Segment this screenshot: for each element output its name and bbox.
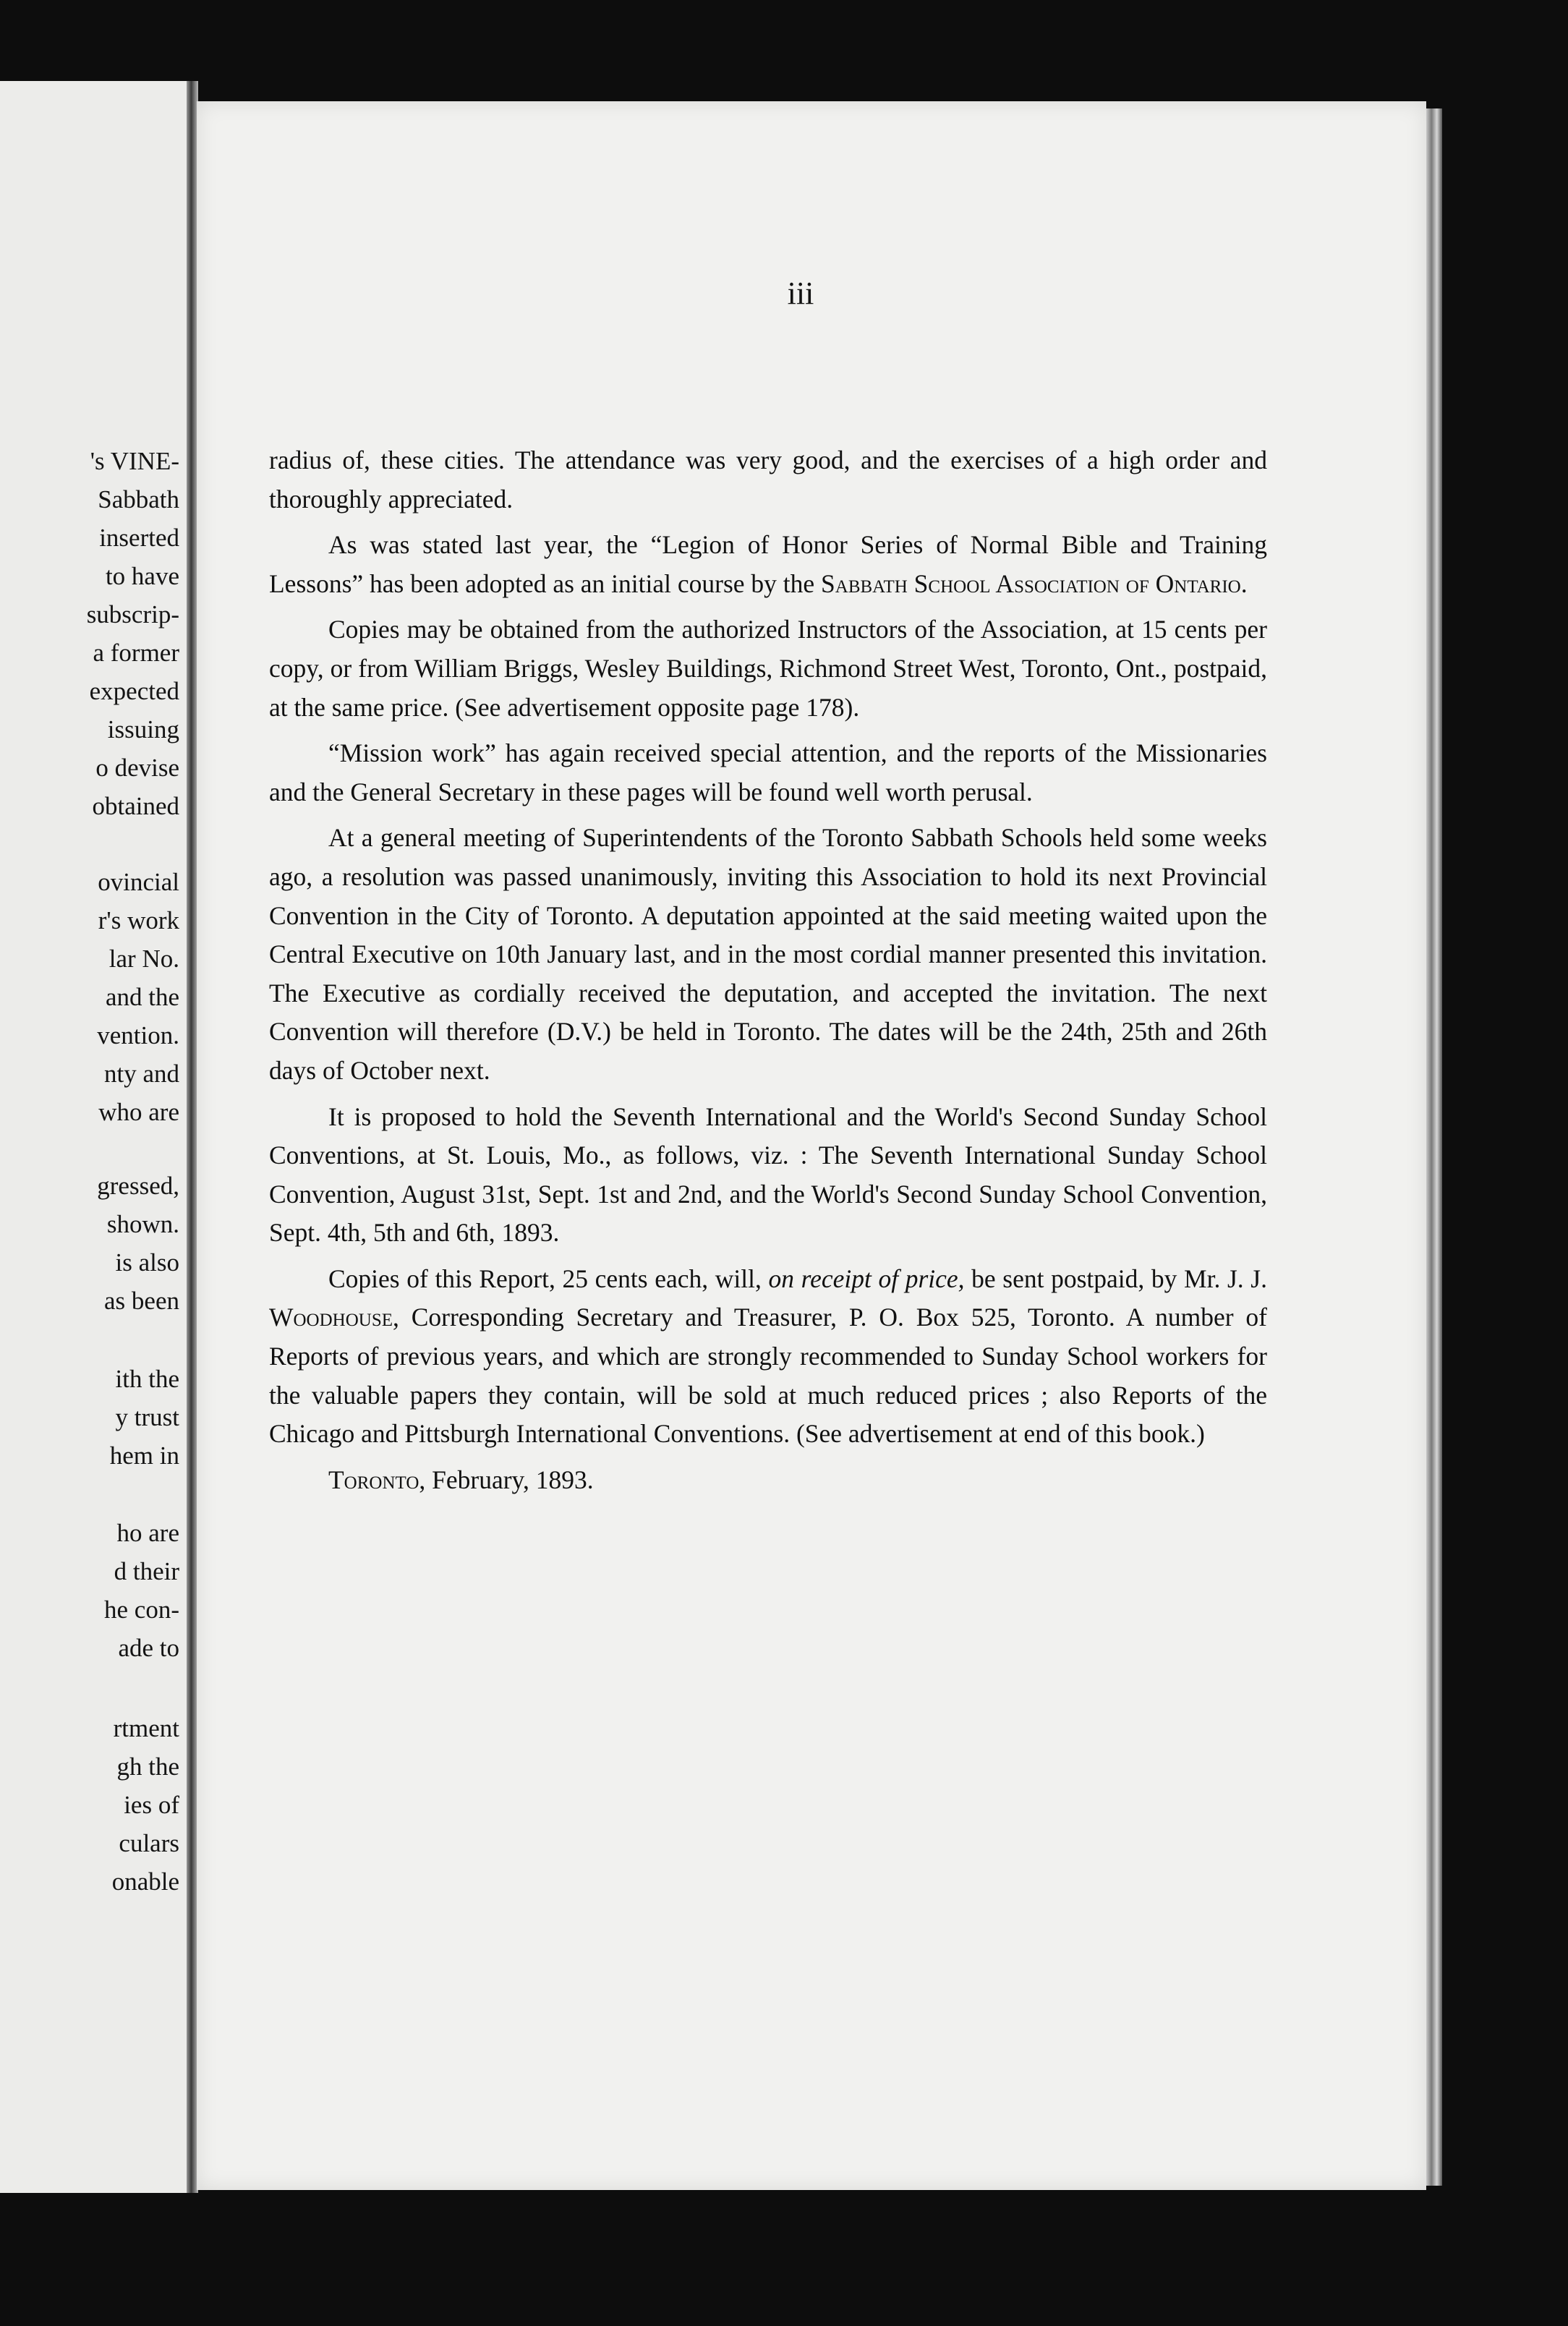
left-page-line: onable [111,1867,179,1896]
left-page-line: nty and [103,1060,179,1088]
left-page-line: ade to [118,1634,179,1662]
left-page-line: o devise [95,754,179,782]
body-text [269,441,1267,1507]
page-number: iii [787,276,814,311]
association-name: Sabbath School Association of Ontario. [821,568,1248,598]
left-page-line: inserted [99,524,179,552]
left-page-line: issuing [107,715,179,744]
left-page-line: a former [93,639,179,667]
left-page-line: gressed, [97,1172,179,1200]
previous-page-fragment [0,81,189,2193]
left-page-line: y trust [115,1403,179,1431]
left-page-line: r's work [98,906,179,934]
left-page-line: obtained [92,792,179,820]
left-page-line: Sabbath [98,485,179,514]
left-page-line: ovincial [98,868,179,896]
left-page-line: gh the [116,1752,179,1781]
left-page-line: ith the [115,1365,179,1393]
secretary-name: Woodhouse, [269,1303,399,1332]
left-page-line: vention. [97,1021,179,1049]
left-page-line: shown. [106,1210,179,1238]
left-page-line: expected [89,677,179,705]
paragraph-7: Copies of this Report, 25 cents each, will, on receipt of price, be sent postpaid, by Mr. J. J. Woodhouse, Corresponding Secretary and Treasurer, P. O. Box 525, Toronto. A number of Reports of previous years, and which are strongly recommended to Sunday School workers for the valuable papers they contain, will be sold at much reduced prices ; also Reports of the Chicago and Pittsburgh International Conventions. (See advertisement at end of this book.) [269,1264,1267,1449]
left-page-line: d their [114,1557,179,1585]
paragraph-1: radius of, these cities. The attendance was very good, and the exercises of a high order and thoroughly appreciated. [269,446,1267,514]
left-page-line: who are [98,1098,179,1126]
paragraph-4: “Mission work” has again received special attention, and the reports of the Missionaries and the General Secretary in these pages will be found well worth perusal. [269,738,1267,806]
paragraph-3: Copies may be obtained from the authorized Instructors of the Association, at 15 cents per copy, or from William Briggs, Wesley Buildings, Richmond Street West, Toronto, Ont., postpaid, at the same price. (See advertisement opposite page 178). [269,615,1267,722]
document-page [197,101,1426,2190]
left-page-line: culars [119,1829,179,1857]
left-page-line: he con- [104,1596,179,1624]
paragraph-6: It is proposed to hold the Seventh International and the World's Second Sunday School Conventions, at St. Louis, Mo., as follows, viz. : The Seventh International Sunday School Convention, August 31st, Sept. 1st and 2nd, and the World's Second Sunday School Convention, Sept. 4th, 5th and 6th, 1893. [269,1102,1267,1248]
left-page-line: and the [105,983,179,1011]
left-page-line: subscrip- [86,600,179,629]
paragraph-5: At a general meeting of Superintendents of the Toronto Sabbath Schools held some weeks ago, a resolution was passed unanimously, inviting this Association to hold its next Provincial Convention in the City of Toronto. A deputation appointed at the said meeting waited upon the Central Executive on 10th January last, and in the most cordial manner presented this invitation. The Executive as cordially received the deputation, and accepted the invitation. The next Convention will therefore (D.V.) be held in Toronto. The dates will be the 24th, 25th and 26th days of October next. [269,823,1267,1085]
left-page-line: 's VINE- [90,447,179,475]
left-page-line: ies of [124,1791,179,1819]
left-page-line: hem in [109,1441,179,1470]
date-line: Toronto, February, 1893. [328,1465,594,1494]
left-page-line: lar No. [108,945,179,973]
left-page-line: is also [115,1248,179,1277]
left-page-line: ho are [116,1519,179,1547]
italic-phrase: on receipt of price, [768,1264,965,1293]
left-page-line: to have [105,562,179,590]
page-edge [1426,108,1442,2186]
left-page-line: rtment [113,1714,179,1742]
left-page-line: as been [104,1287,179,1315]
paragraph-2: As was stated last year, the “Legion of Honor Series of Normal Bible and Training Lessons” has been adopted as an initial course by the Sabbath School Association of Ontario. [269,530,1267,598]
